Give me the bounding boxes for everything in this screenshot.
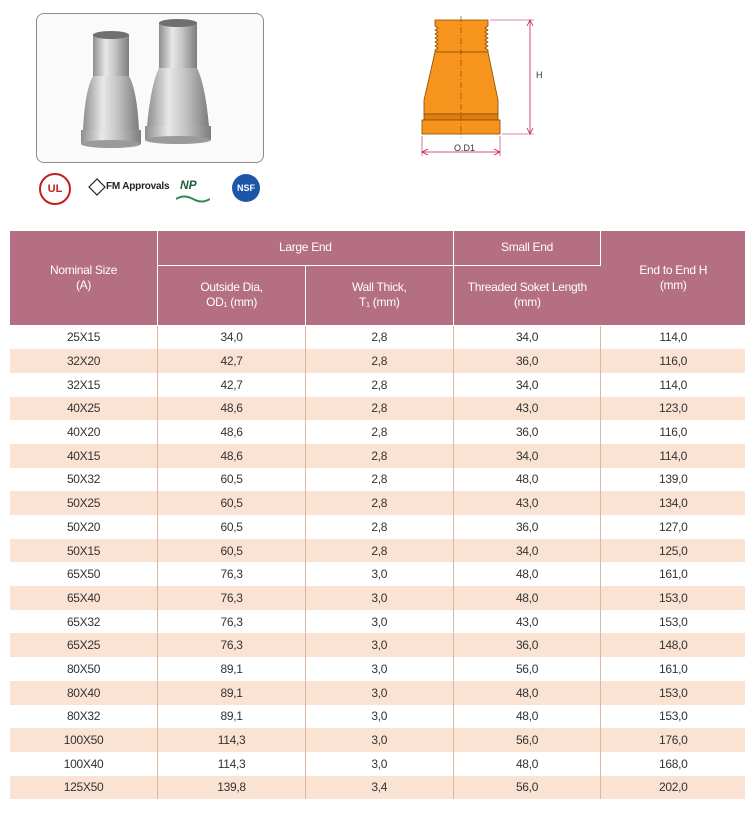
table-row xyxy=(10,325,745,349)
cell-outside-dia: 60,5 xyxy=(158,515,306,539)
cell-outside-dia: 89,1 xyxy=(158,705,306,729)
col-outside-dia: Outside Dia, OD₁ (mm) xyxy=(158,265,306,325)
cell-socket-length: 48,0 xyxy=(453,468,601,492)
cell-nominal-size: 50X25 xyxy=(10,491,158,515)
cell-nominal-size: 50X15 xyxy=(10,539,158,563)
cell-end-to-end: 139,0 xyxy=(601,468,745,492)
cell-end-to-end: 148,0 xyxy=(601,633,745,657)
reducer-outline-drawing xyxy=(410,14,560,164)
cell-wall-thick: 3,0 xyxy=(306,586,454,610)
fm-diamond-icon xyxy=(88,176,106,198)
cell-outside-dia: 60,5 xyxy=(158,468,306,492)
cell-nominal-size: 50X20 xyxy=(10,515,158,539)
cell-socket-length: 56,0 xyxy=(453,776,601,800)
cell-nominal-size: 40X20 xyxy=(10,420,158,444)
table-row xyxy=(10,397,745,421)
cell-wall-thick: 3,0 xyxy=(306,657,454,681)
cell-socket-length: 34,0 xyxy=(453,444,601,468)
cell-wall-thick: 2,8 xyxy=(306,515,454,539)
cell-outside-dia: 89,1 xyxy=(158,657,306,681)
cell-socket-length: 48,0 xyxy=(453,681,601,705)
cell-wall-thick: 2,8 xyxy=(306,349,454,373)
cell-end-to-end: 161,0 xyxy=(601,657,745,681)
cell-outside-dia: 48,6 xyxy=(158,420,306,444)
reducer-photo-illustration xyxy=(37,14,263,162)
cell-wall-thick: 2,8 xyxy=(306,444,454,468)
cell-end-to-end: 153,0 xyxy=(601,610,745,634)
cell-wall-thick: 3,0 xyxy=(306,728,454,752)
reducer-spec-table xyxy=(10,231,745,799)
cell-wall-thick: 2,8 xyxy=(306,420,454,444)
cell-socket-length: 34,0 xyxy=(453,373,601,397)
cell-nominal-size: 80X40 xyxy=(10,681,158,705)
cell-socket-length: 48,0 xyxy=(453,562,601,586)
table-row xyxy=(10,444,745,468)
cell-end-to-end: 161,0 xyxy=(601,562,745,586)
cell-end-to-end: 114,0 xyxy=(601,444,745,468)
cell-end-to-end: 153,0 xyxy=(601,681,745,705)
cell-wall-thick: 2,8 xyxy=(306,373,454,397)
cell-socket-length: 48,0 xyxy=(453,586,601,610)
nsf-logo: NSF xyxy=(232,174,260,202)
cell-end-to-end: 134,0 xyxy=(601,491,745,515)
cell-outside-dia: 34,0 xyxy=(158,325,306,349)
cell-nominal-size: 65X40 xyxy=(10,586,158,610)
cell-wall-thick: 3,0 xyxy=(306,705,454,729)
np-logo: NP xyxy=(176,176,210,206)
cell-socket-length: 56,0 xyxy=(453,657,601,681)
cell-outside-dia: 76,3 xyxy=(158,610,306,634)
cell-outside-dia: 89,1 xyxy=(158,681,306,705)
cell-outside-dia: 60,5 xyxy=(158,539,306,563)
cell-nominal-size: 65X50 xyxy=(10,562,158,586)
cell-end-to-end: 116,0 xyxy=(601,349,745,373)
table-row xyxy=(10,468,745,492)
cell-nominal-size: 50X32 xyxy=(10,468,158,492)
cell-outside-dia: 48,6 xyxy=(158,444,306,468)
cell-end-to-end: 153,0 xyxy=(601,586,745,610)
cell-outside-dia: 76,3 xyxy=(158,586,306,610)
diameter-dimension-label: O.D1 xyxy=(454,143,476,153)
cell-wall-thick: 2,8 xyxy=(306,468,454,492)
cell-outside-dia: 76,3 xyxy=(158,633,306,657)
cell-socket-length: 36,0 xyxy=(453,633,601,657)
cell-socket-length: 43,0 xyxy=(453,610,601,634)
table-row xyxy=(10,610,745,634)
cell-wall-thick: 3,0 xyxy=(306,752,454,776)
cell-wall-thick: 2,8 xyxy=(306,491,454,515)
cell-end-to-end: 114,0 xyxy=(601,373,745,397)
cell-nominal-size: 80X50 xyxy=(10,657,158,681)
cell-end-to-end: 168,0 xyxy=(601,752,745,776)
cell-socket-length: 43,0 xyxy=(453,491,601,515)
cell-end-to-end: 123,0 xyxy=(601,397,745,421)
cell-socket-length: 43,0 xyxy=(453,397,601,421)
table-row xyxy=(10,681,745,705)
cell-socket-length: 36,0 xyxy=(453,420,601,444)
cell-nominal-size: 25X15 xyxy=(10,325,158,349)
reducer-dimension-diagram xyxy=(410,14,560,164)
cell-end-to-end: 153,0 xyxy=(601,705,745,729)
col-group-small-end: Small End xyxy=(453,231,601,265)
col-group-large-end: Large End xyxy=(158,231,453,265)
cell-nominal-size: 32X15 xyxy=(10,373,158,397)
col-threaded-socket-length: Threaded Soket Length (mm) xyxy=(453,265,601,325)
ul-logo: UL xyxy=(39,173,71,205)
cell-socket-length: 56,0 xyxy=(453,728,601,752)
cell-socket-length: 48,0 xyxy=(453,752,601,776)
fm-approvals-logo: FM Approvals xyxy=(88,176,188,206)
cell-outside-dia: 139,8 xyxy=(158,776,306,800)
table-row xyxy=(10,752,745,776)
cell-nominal-size: 125X50 xyxy=(10,776,158,800)
cell-nominal-size: 100X40 xyxy=(10,752,158,776)
table-row xyxy=(10,705,745,729)
cell-nominal-size: 80X32 xyxy=(10,705,158,729)
cell-outside-dia: 60,5 xyxy=(158,491,306,515)
cell-end-to-end: 176,0 xyxy=(601,728,745,752)
table-row xyxy=(10,657,745,681)
cell-socket-length: 34,0 xyxy=(453,325,601,349)
table-row xyxy=(10,728,745,752)
cell-wall-thick: 2,8 xyxy=(306,325,454,349)
cell-end-to-end: 114,0 xyxy=(601,325,745,349)
table-row xyxy=(10,349,745,373)
cell-socket-length: 36,0 xyxy=(453,349,601,373)
table-row xyxy=(10,586,745,610)
cell-wall-thick: 2,8 xyxy=(306,539,454,563)
np-wave-icon xyxy=(176,194,210,204)
col-wall-thick: Wall Thick, T₁ (mm) xyxy=(306,265,454,325)
cell-wall-thick: 3,0 xyxy=(306,633,454,657)
col-end-to-end: End to End H (mm) xyxy=(601,231,745,325)
cell-end-to-end: 125,0 xyxy=(601,539,745,563)
table-row xyxy=(10,633,745,657)
height-dimension-label: H xyxy=(536,70,543,80)
cell-wall-thick: 3,0 xyxy=(306,610,454,634)
cell-end-to-end: 116,0 xyxy=(601,420,745,444)
cell-end-to-end: 202,0 xyxy=(601,776,745,800)
cell-outside-dia: 48,6 xyxy=(158,397,306,421)
spec-table-body xyxy=(10,325,745,799)
table-row xyxy=(10,562,745,586)
cell-outside-dia: 114,3 xyxy=(158,752,306,776)
cell-socket-length: 36,0 xyxy=(453,515,601,539)
cell-nominal-size: 40X25 xyxy=(10,397,158,421)
cell-outside-dia: 42,7 xyxy=(158,373,306,397)
cell-nominal-size: 100X50 xyxy=(10,728,158,752)
certification-logos xyxy=(36,172,266,206)
table-row xyxy=(10,420,745,444)
cell-wall-thick: 3,0 xyxy=(306,562,454,586)
cell-nominal-size: 65X25 xyxy=(10,633,158,657)
cell-nominal-size: 65X32 xyxy=(10,610,158,634)
cell-end-to-end: 127,0 xyxy=(601,515,745,539)
cell-outside-dia: 114,3 xyxy=(158,728,306,752)
cell-wall-thick: 3,4 xyxy=(306,776,454,800)
cell-socket-length: 48,0 xyxy=(453,705,601,729)
cell-nominal-size: 40X15 xyxy=(10,444,158,468)
cell-socket-length: 34,0 xyxy=(453,539,601,563)
col-nominal-size: Nominal Size (A) xyxy=(10,231,158,325)
cell-nominal-size: 32X20 xyxy=(10,349,158,373)
table-row xyxy=(10,515,745,539)
table-row xyxy=(10,776,745,800)
table-row xyxy=(10,539,745,563)
table-row xyxy=(10,373,745,397)
cell-outside-dia: 42,7 xyxy=(158,349,306,373)
table-row xyxy=(10,491,745,515)
product-photo xyxy=(36,13,264,163)
cell-outside-dia: 76,3 xyxy=(158,562,306,586)
cell-wall-thick: 3,0 xyxy=(306,681,454,705)
cell-wall-thick: 2,8 xyxy=(306,397,454,421)
